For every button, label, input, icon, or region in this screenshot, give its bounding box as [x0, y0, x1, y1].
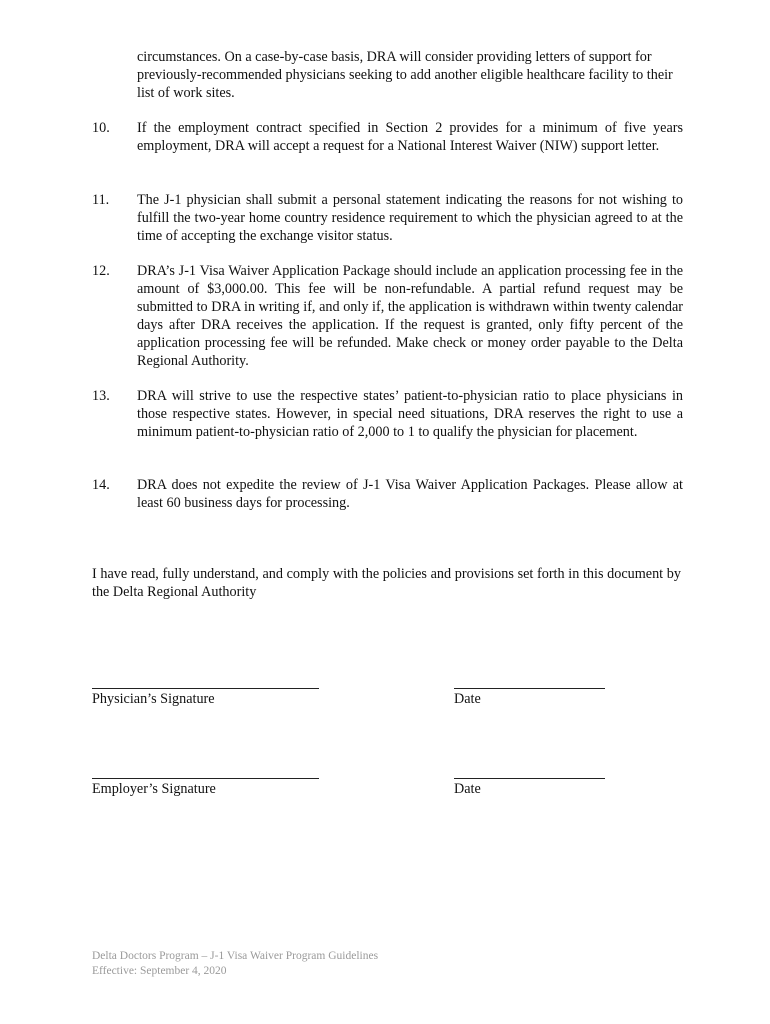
employer-signature-line[interactable]: [92, 778, 319, 779]
item-number: 14.: [92, 477, 110, 493]
list-item-13: [92, 387, 684, 441]
page-footer: [92, 949, 378, 979]
item-text: The J-1 physician shall submit a personal statement indicating the reasons for not wishing to fulfill the two-year home country residence requirement to which the physician agreed to at the time of accepting the exchange visitor status.: [137, 192, 683, 244]
item-number: 13.: [92, 388, 110, 404]
continuation-paragraph: circumstances. On a case-by-case basis, DRA will consider providing letters of support for previously-recommended physicians seeking to add another eligible healthcare facility to their list of work sites.: [137, 49, 673, 101]
list-item-12: [92, 262, 684, 370]
item-number: 11.: [92, 192, 110, 208]
physician-date-label: Date: [454, 691, 481, 707]
footer-effective-date: Effective: September 4, 2020: [92, 965, 227, 977]
item-text: DRA does not expedite the review of J-1 Visa Waiver Application Packages. Please allow at least 60 business days for processing.: [137, 477, 683, 511]
employer-date-line[interactable]: [454, 778, 605, 779]
item-text: If the employment contract specified in Section 2 provides for a minimum of five years employment, DRA will accept a request for a National Interest Waiver (NIW) support letter.: [137, 120, 683, 154]
physician-signature-label: Physician’s Signature: [92, 691, 215, 707]
item-number: 12.: [92, 263, 110, 279]
employer-signature-label: Employer’s Signature: [92, 781, 216, 797]
acknowledgement-statement: I have read, fully understand, and comply with the policies and provisions set forth in this document by the Delta Regional Authority: [92, 566, 681, 600]
list-item-10: [92, 119, 684, 155]
footer-program-title: Delta Doctors Program – J-1 Visa Waiver Program Guidelines: [92, 950, 379, 962]
item-number: 10.: [92, 120, 110, 136]
employer-date-label: Date: [454, 781, 481, 797]
item-text: DRA will strive to use the respective states’ patient-to-physician ratio to place physicians in those respective states. However, in special need situations, DRA reserves the right to use a minimum patient-to-physician ratio of 2,000 to 1 to qualify the physician for placement.: [137, 388, 683, 440]
list-item-11: [92, 191, 684, 245]
list-item-14: [92, 476, 684, 512]
physician-date-line[interactable]: [454, 688, 605, 689]
physician-signature-line[interactable]: [92, 688, 319, 689]
item-text: DRA’s J-1 Visa Waiver Application Package should include an application processing fee in the amount of $3,000.00. This fee will be non-refundable. A partial refund request may be submitted to DRA in writing if, and only if, the application is withdrawn within twenty calendar days after DRA receives the application. If the request is granted, only fifty percent of the application processing fee will be refunded. Make check or money order payable to the Delta Regional Authority.: [137, 263, 683, 369]
